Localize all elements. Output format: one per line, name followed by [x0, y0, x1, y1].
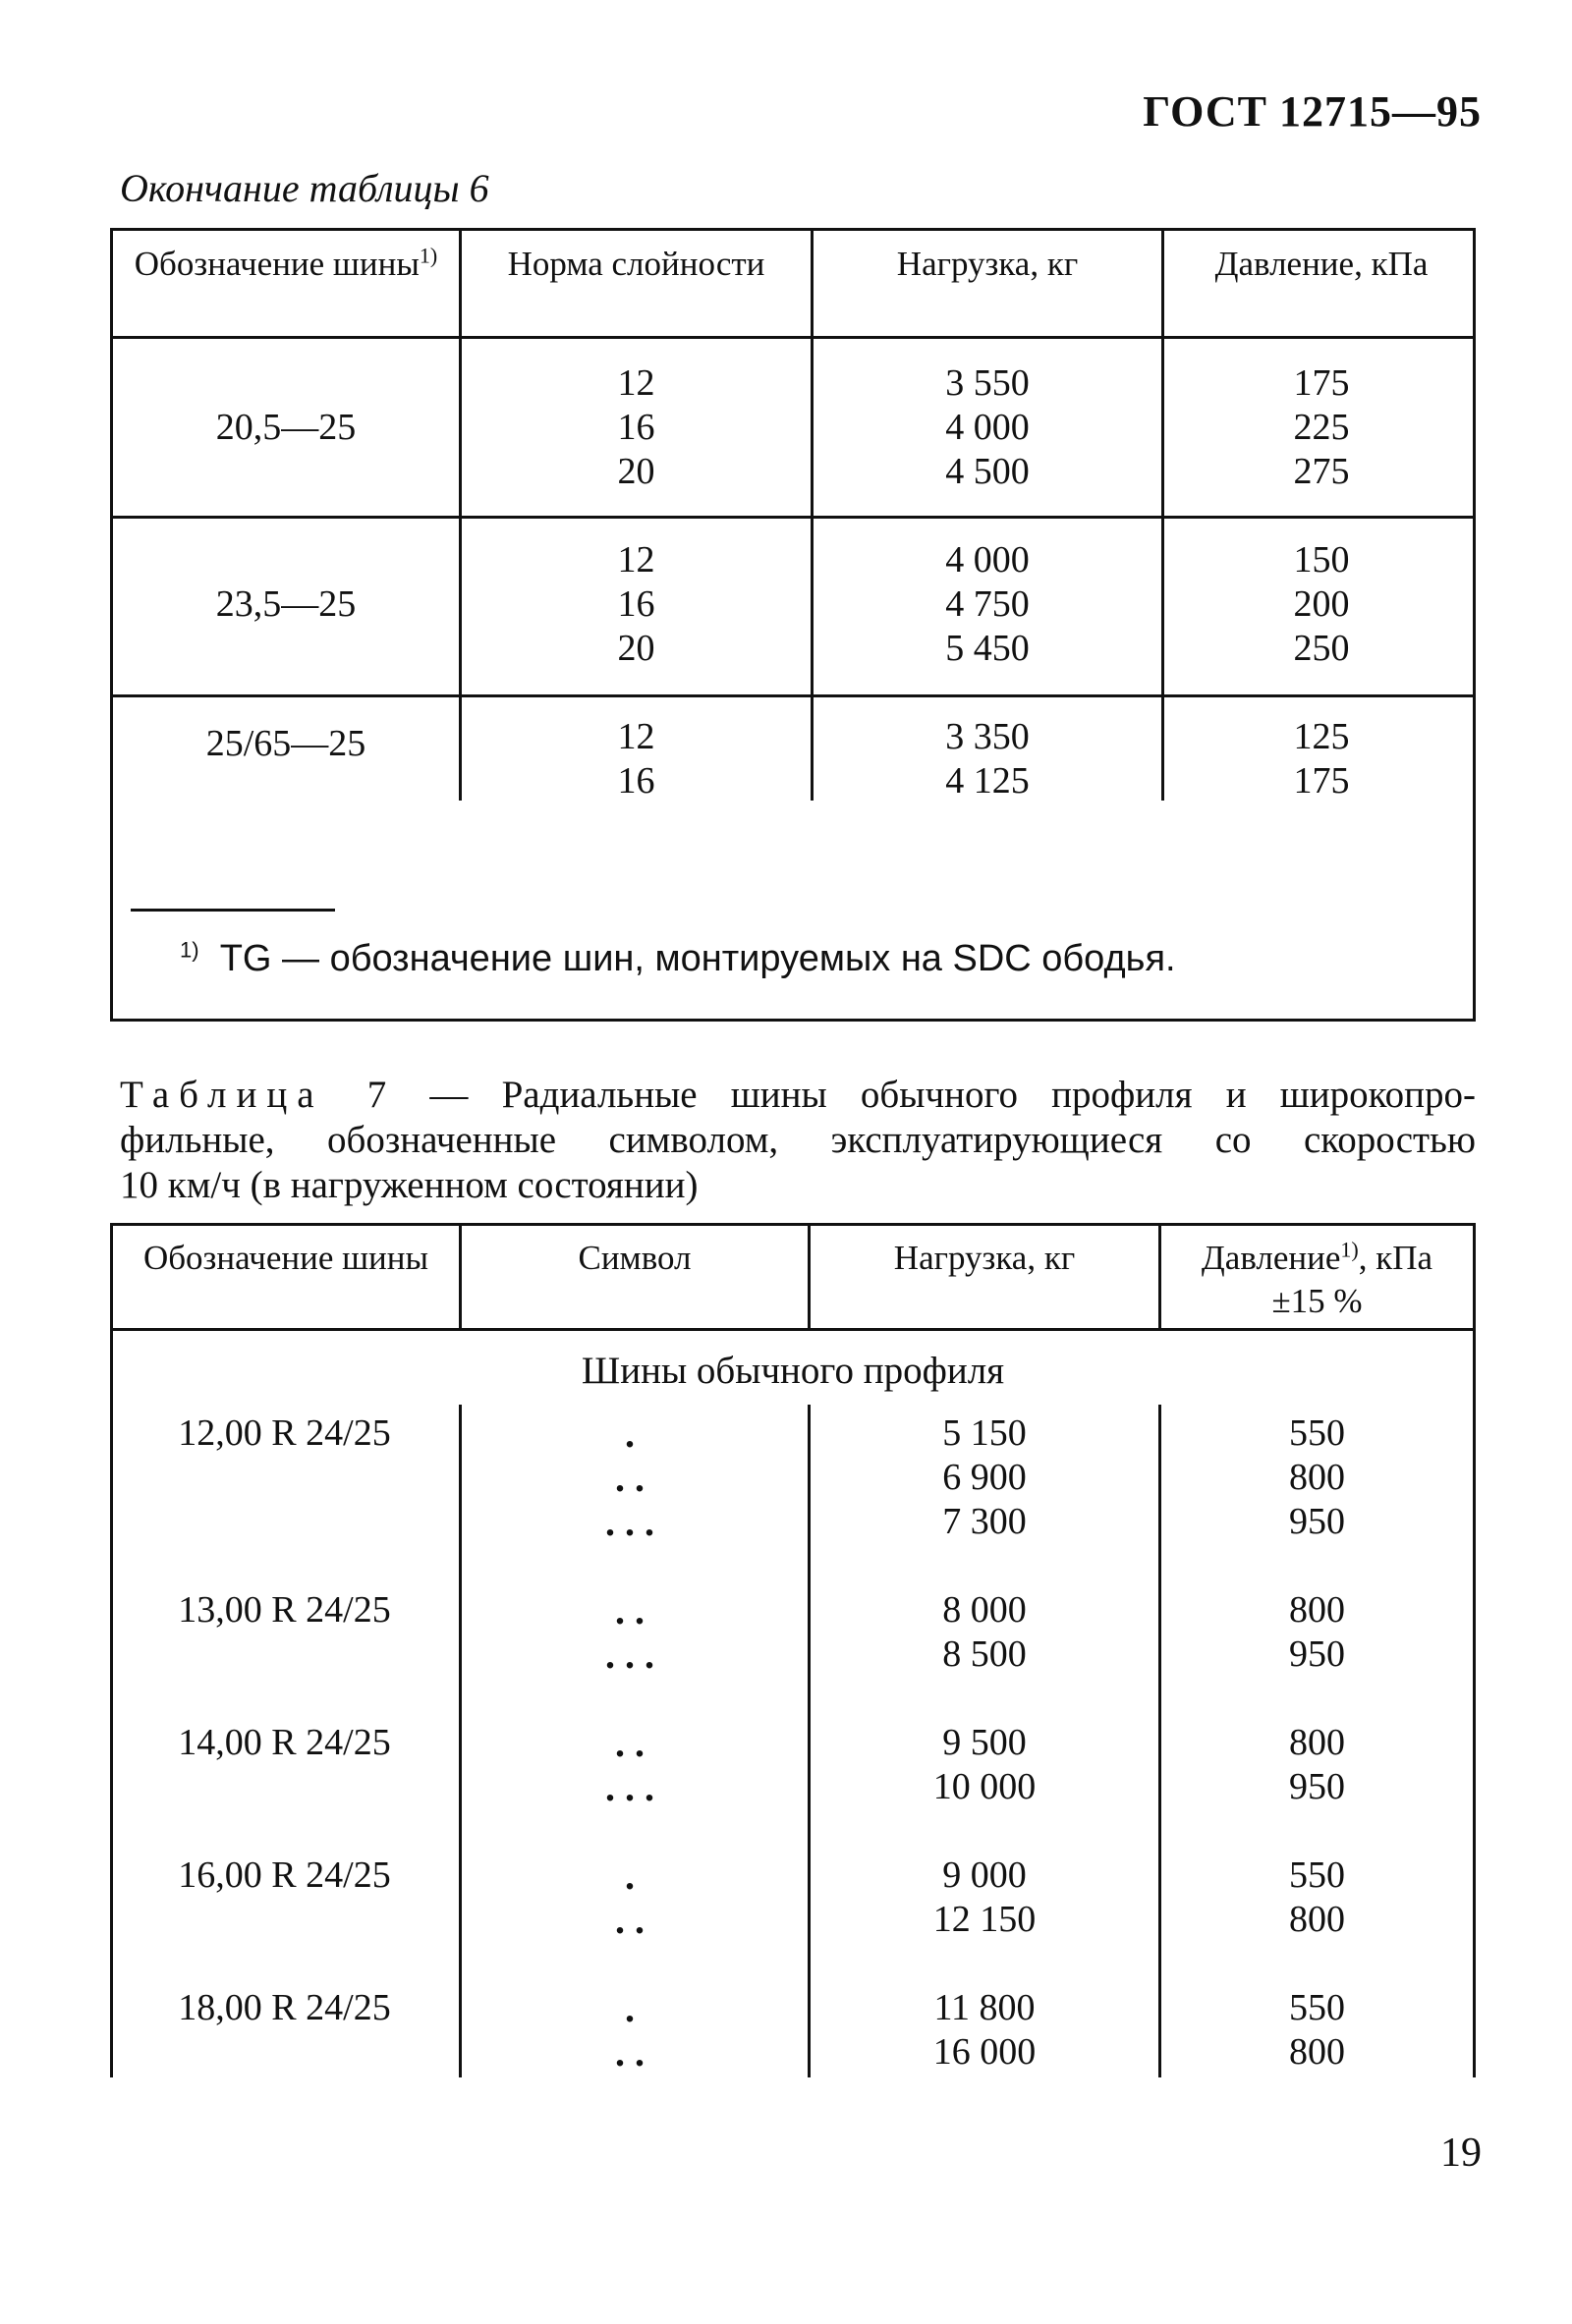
table7-caption-line1 — [120, 1073, 1476, 1118]
pressure-value: 950 — [1289, 1501, 1345, 1542]
load-value: 3 550 — [945, 362, 1030, 404]
pressure-value: 950 — [1289, 1633, 1345, 1675]
load-value: 4 125 — [945, 760, 1030, 802]
table7-row3-symbols — [462, 1721, 808, 1809]
table7-row3-pressure — [1161, 1721, 1473, 1809]
load-value: 5 150 — [942, 1412, 1027, 1454]
table7-row2-pressure — [1161, 1588, 1473, 1677]
load-value: 4 000 — [945, 407, 1030, 448]
table6-row1-tire: 20,5—25 — [215, 407, 357, 448]
load-value: 9 500 — [942, 1722, 1027, 1763]
table6-row3-ply — [462, 715, 811, 803]
symbol-value: . — [625, 1986, 645, 2030]
table7-row3-load — [811, 1721, 1158, 1809]
pressure-value: 175 — [1293, 760, 1350, 802]
table7-caption-line3: 10 км/ч (в нагруженном состоянии) — [120, 1164, 699, 1206]
pressure-value: 550 — [1289, 1412, 1345, 1454]
table7-row1-load — [811, 1411, 1158, 1544]
table7-header-pressure-label: Давление — [1201, 1239, 1341, 1277]
table6-header-pressure: Давление, кПа — [1214, 245, 1429, 283]
load-value: 8 000 — [942, 1589, 1027, 1631]
document-header: ГОСТ 12715—95 — [1143, 87, 1482, 136]
footnote-rule — [131, 909, 335, 912]
table7-header-rule — [110, 1328, 1476, 1331]
load-value: 6 900 — [942, 1457, 1027, 1498]
table6-row3-pressure — [1164, 715, 1479, 803]
pressure-value: 800 — [1289, 1457, 1345, 1498]
pressure-value: 125 — [1293, 716, 1350, 757]
table7-row4-load — [811, 1854, 1158, 1942]
table6-row-rule — [113, 694, 1473, 697]
pressure-value: 550 — [1289, 1987, 1345, 2028]
page-number: 19 — [1440, 2130, 1482, 2176]
ply-value: 16 — [617, 760, 655, 802]
table7-row2-load — [811, 1588, 1158, 1677]
table6-header-load: Нагрузка, кг — [896, 245, 1079, 283]
table7-row1-symbols — [462, 1411, 808, 1544]
table7-row5-pressure — [1161, 1986, 1473, 2075]
table7 — [110, 1223, 1476, 2077]
table6-header-ply: Норма слойности — [507, 245, 765, 283]
ply-value: 12 — [617, 539, 655, 581]
table7-row5-symbols — [462, 1986, 808, 2075]
table6-row3-load — [814, 715, 1161, 803]
table6-row3-tire: 25/65—25 — [205, 723, 366, 764]
table7-row5-tire: 18,00 R 24/25 — [178, 1987, 391, 2028]
footnote-mark: 1) — [1340, 1237, 1359, 1262]
symbol-value: .. — [615, 2030, 654, 2075]
symbol-value: . — [625, 1854, 645, 1898]
load-value: 16 000 — [932, 2031, 1037, 2073]
symbol-value: ... — [605, 1500, 664, 1544]
pressure-value: 800 — [1289, 1899, 1345, 1940]
table6-row1-load — [814, 361, 1161, 494]
ply-value: 16 — [617, 583, 655, 625]
table7-row2-symbols — [462, 1588, 808, 1677]
table6-header-rule — [113, 336, 1473, 339]
table7-row3-tire: 14,00 R 24/25 — [178, 1722, 391, 1763]
table7-row4-tire: 16,00 R 24/25 — [178, 1854, 391, 1896]
pressure-value: 250 — [1293, 628, 1350, 669]
load-value: 12 150 — [932, 1899, 1037, 1940]
table6-row2-load — [814, 538, 1161, 671]
table6-footnote — [180, 938, 1176, 980]
pressure-value: 225 — [1293, 407, 1350, 448]
pressure-value: 800 — [1289, 1722, 1345, 1763]
table7-row5-load — [811, 1986, 1158, 2075]
table6-header-tire-label: Обозначение шины — [134, 245, 420, 283]
table7-row1-tire: 12,00 R 24/25 — [178, 1412, 391, 1454]
table7-row4-pressure — [1161, 1854, 1473, 1942]
footnote-mark: 1) — [419, 243, 438, 268]
table6-row1-pressure — [1164, 361, 1479, 494]
symbol-value: .. — [615, 1721, 654, 1765]
table7-row4-symbols — [462, 1854, 808, 1942]
table7-header-load: Нагрузка, кг — [893, 1239, 1076, 1277]
symbol-value: .. — [615, 1456, 654, 1500]
pressure-value: 175 — [1293, 362, 1350, 404]
table6-footnote-text: TG — обозначение шин, монтируемых на SDC ободья. — [219, 938, 1176, 979]
table6-caption: Окончание таблицы 6 — [120, 166, 489, 210]
table6-row2-ply — [462, 538, 811, 671]
symbol-value: .. — [615, 1898, 654, 1942]
table7-header-tire: Обозначение шины — [142, 1239, 429, 1277]
table6-row-rule — [113, 516, 1473, 519]
pressure-value: 200 — [1293, 583, 1350, 625]
table7-row2-tire: 13,00 R 24/25 — [178, 1589, 391, 1631]
load-value: 10 000 — [932, 1766, 1037, 1807]
symbol-value: . — [625, 1411, 645, 1456]
footnote-mark: 1) — [180, 937, 199, 963]
table6 — [110, 228, 1476, 1022]
table6-row2-tire: 23,5—25 — [215, 583, 357, 625]
ply-value: 16 — [617, 407, 655, 448]
table6-row2-pressure — [1164, 538, 1479, 671]
load-value: 4 500 — [945, 451, 1030, 492]
load-value: 4 000 — [945, 539, 1030, 581]
table7-section-title: Шины обычного профиля — [581, 1350, 1005, 1392]
symbol-value: ... — [605, 1765, 664, 1809]
table7-header-pressure-unit: , кПа — [1358, 1239, 1433, 1277]
table7-caption — [120, 1073, 1476, 1208]
symbol-value: .. — [615, 1588, 654, 1632]
load-value: 7 300 — [942, 1501, 1027, 1542]
pressure-value: 150 — [1293, 539, 1350, 581]
load-value: 5 450 — [945, 628, 1030, 669]
table7-caption-text: — Радиальные шины обычного профиля и широкопро- — [429, 1074, 1477, 1116]
table7-caption-line2: фильные, обозначенные символом, эксплуатирующиеся со скоростью — [120, 1119, 1476, 1161]
load-value: 3 350 — [945, 716, 1030, 757]
table7-label: Таблица 7 — [120, 1074, 397, 1116]
ply-value: 12 — [617, 362, 655, 404]
table6-header-tire — [113, 243, 459, 286]
load-value: 8 500 — [942, 1633, 1027, 1675]
table7-header-pressure-tolerance: ±15 % — [1271, 1282, 1363, 1320]
pressure-value: 275 — [1293, 451, 1350, 492]
pressure-value: 950 — [1289, 1766, 1345, 1807]
load-value: 9 000 — [942, 1854, 1027, 1896]
ply-value: 20 — [617, 451, 655, 492]
ply-value: 20 — [617, 628, 655, 669]
pressure-value: 800 — [1289, 1589, 1345, 1631]
load-value: 11 800 — [933, 1987, 1036, 2028]
table7-row1-pressure — [1161, 1411, 1473, 1544]
table7-header-pressure — [1161, 1237, 1473, 1323]
pressure-value: 550 — [1289, 1854, 1345, 1896]
pressure-value: 800 — [1289, 2031, 1345, 2073]
ply-value: 12 — [617, 716, 655, 757]
table7-header-symbol: Символ — [578, 1239, 692, 1277]
table6-row1-ply — [462, 361, 811, 494]
symbol-value: ... — [605, 1632, 664, 1677]
load-value: 4 750 — [945, 583, 1030, 625]
table7-top-border — [110, 1223, 1476, 1226]
